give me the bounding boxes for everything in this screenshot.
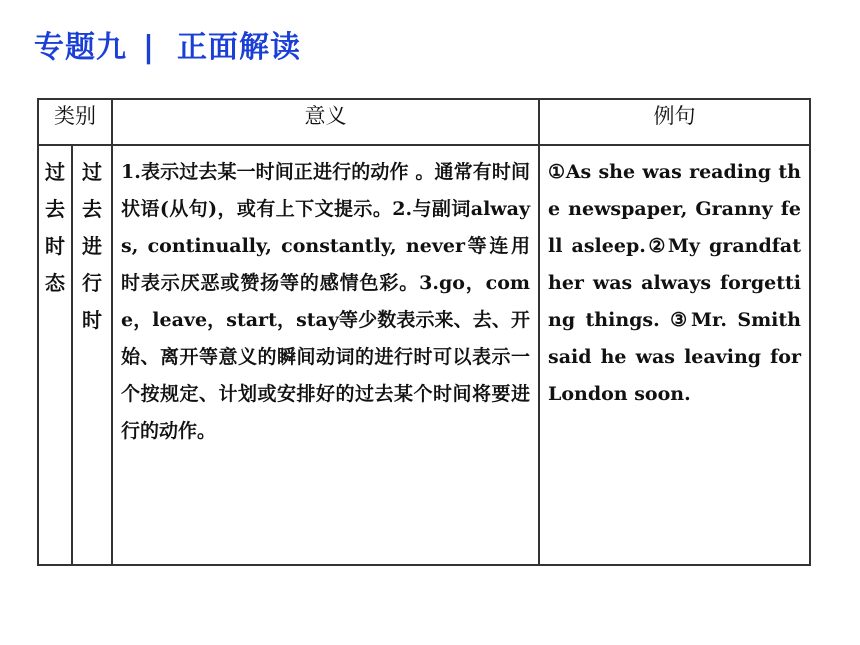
category-char: 态 <box>45 271 65 295</box>
category-char: 去 <box>45 197 65 221</box>
title-main: 专题九 <box>34 30 127 65</box>
category-char: 进 <box>82 234 102 258</box>
example-cell: ①As she was reading the newspaper, Granny fell asleep.②My grandfather was always forgetting things. ③Mr. Smith said he was leaving for London soon. <box>539 145 810 565</box>
category-char: 过 <box>45 160 65 184</box>
title-sub: 正面解读 <box>176 30 301 65</box>
header-category: 类别 <box>38 99 112 145</box>
page-title <box>34 22 301 66</box>
category-char: 去 <box>82 197 102 221</box>
category-char: 行 <box>82 271 102 295</box>
category-past-tense <box>38 145 72 565</box>
title-separator: | <box>143 30 155 65</box>
table-header-row <box>38 99 810 145</box>
category-char: 过 <box>82 160 102 184</box>
category-past-progressive <box>72 145 112 565</box>
category-char: 时 <box>45 234 65 258</box>
header-meaning: 意义 <box>112 99 539 145</box>
category-char: 时 <box>82 308 102 332</box>
meaning-cell: 1.表示过去某一时间正进行的动作 。通常有时间状语(从句)，或有上下文提示。2.与副词always, continually, constantly, never等连用时表示厌恶或赞扬等的感情色彩。3.go，come，leave，start，stay等少数表示来、去、开始、离开等意义的瞬间动词的进行时可以表示一个按规定、计划或安排好的过去某个时间将要进行的动作。 <box>112 145 539 565</box>
table-row <box>38 145 810 565</box>
grammar-table <box>37 98 811 566</box>
header-example: 例句 <box>539 99 810 145</box>
